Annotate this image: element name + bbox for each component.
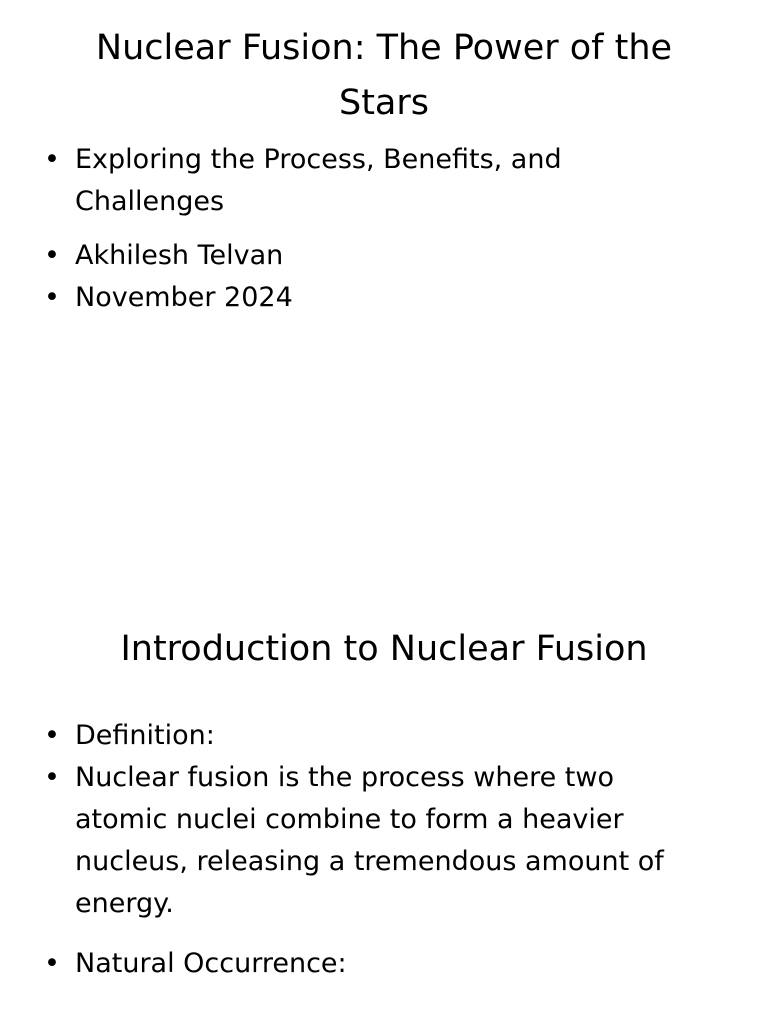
slide-1-bullet-list [40,139,710,319]
slide-2-title: Introduction to Nuclear Fusion [120,629,648,669]
slide-2 [0,576,768,1024]
slide-1-bullet-author: • Akhilesh Telvan [40,235,710,277]
slide-2-bullet-list [40,715,710,985]
slide-1-bullet-date: • November 2024 [40,277,710,319]
slide-2-bullet-definition-text: • Nuclear fusion is the process where two atomic nuclei combine to form a heavier nucleus, releasing a tremendous amount of energy. [40,757,710,925]
slide-2-bullet-definition: • Definition: [40,715,710,757]
slide-1-title: Nuclear Fusion: The Power of the Stars [95,28,673,123]
slide-2-bullet-natural-occurrence: • Natural Occurrence: [40,943,710,985]
slide-1-bullet-subtitle: • Exploring the Process, Benefits, and Challenges [40,139,710,223]
